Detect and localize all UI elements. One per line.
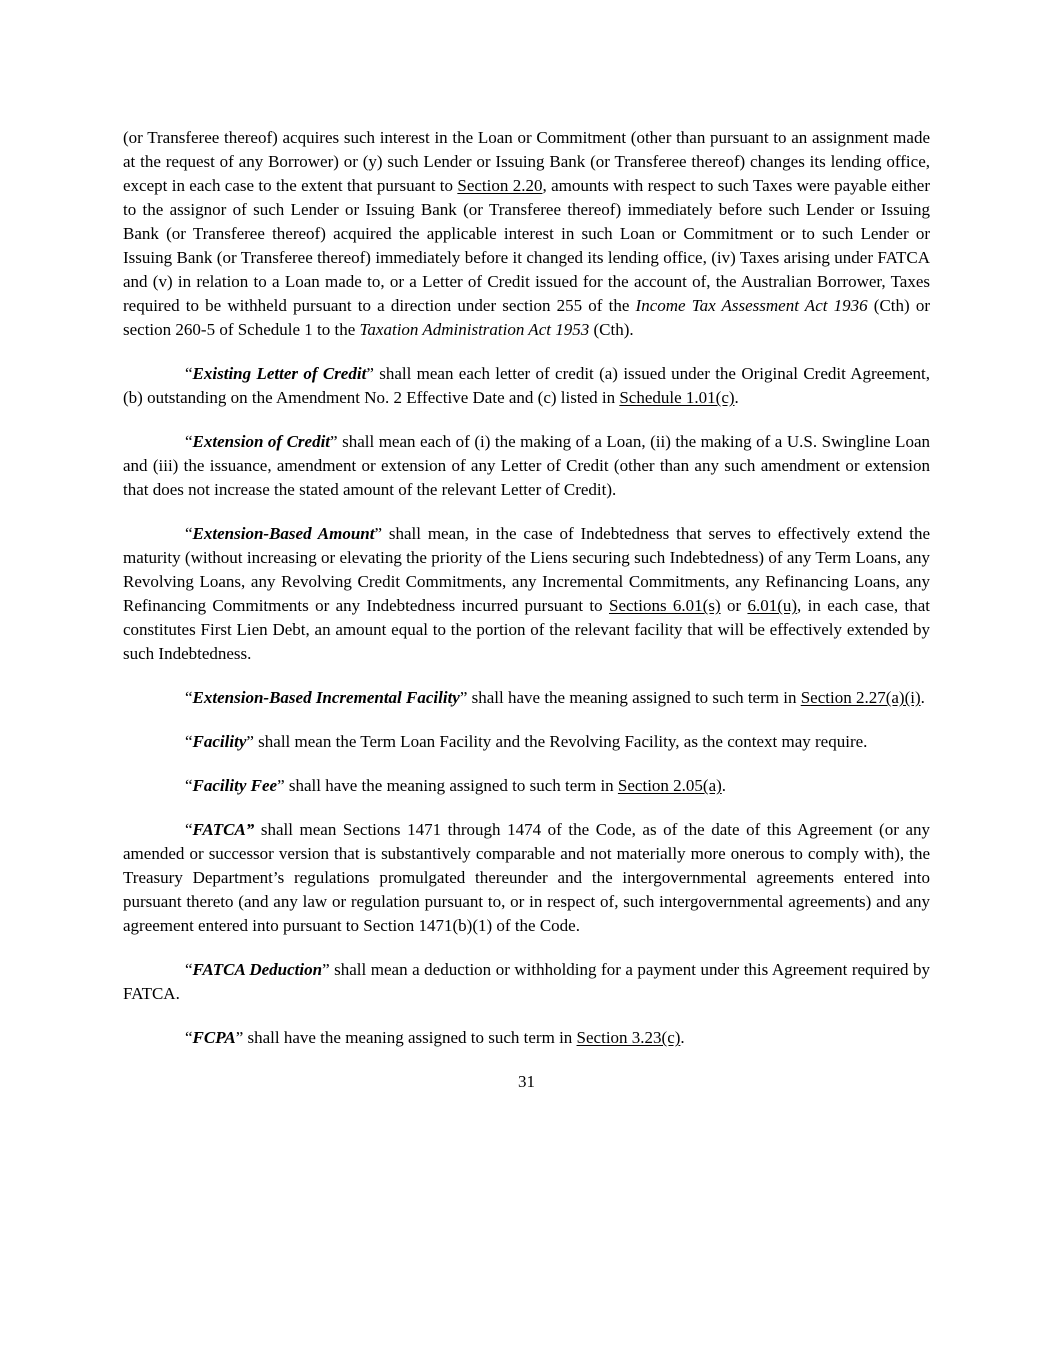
paragraph [123, 730, 930, 754]
defined-term: FATCA Deduction [192, 960, 323, 979]
text-run: , amounts with respect to such Taxes were payable either to the assignor of such Lender or Issuing Bank (or Transferee thereof) immediately before such Lender or Issuing Bank (or Transferee thereof) acquired the applicable interest in such Loan or Commitment or to such Lender or Issuing Bank (or Transferee thereof) immediately before it changed its lending office, (iv) Taxes arising under FATCA and (v) in relation to a Loan made to, or a Letter of Credit issued for the account of, the Australian Borrower, Taxes required to be withheld pursuant to a direction under section 255 of the [123, 176, 930, 315]
text-run: . [680, 1028, 685, 1047]
section-reference: 6.01(u) [747, 596, 798, 615]
text-run: ” shall have the meaning assigned to such term in [277, 776, 618, 795]
defined-term: Facility [192, 732, 247, 751]
text-run: ” shall mean a deduction or withholding for a payment under this Agreement required by FATCA. [123, 960, 930, 1003]
text-run: ” shall mean each of (i) the making of a Loan, (ii) the making of a U.S. Swingline Loan and (iii) the issuance, amendment or extension of any Letter of Credit (other than any such amendment or extension that does not increase the stated amount of the relevant Letter of Credit). [123, 432, 930, 499]
paragraph [123, 958, 930, 1006]
text-run: “ [185, 960, 193, 979]
paragraph [123, 686, 930, 710]
defined-term: Facility Fee [192, 776, 278, 795]
paragraph [123, 430, 930, 502]
text-run: Income Tax Assessment Act 1936 [635, 296, 868, 315]
text-run: shall mean Sections 1471 through 1474 of the Code, as of the date of this Agreement (or any amended or successor version that is substantively comparable and not materially more onerous to comply with), the Treasury Department’s regulations promulgated thereunder and the intergovernmental agreements entered into pursuant thereto (and any law or regulation pursuant to, or in respect of, such intergovernmental agreements) and any agreement entered into pursuant to Section 1471(b)(1) of the Code. [123, 820, 930, 935]
text-run: “ [185, 364, 193, 383]
defined-term: Extension of Credit [192, 432, 331, 451]
paragraph [123, 774, 930, 798]
text-run: Taxation Administration Act 1953 [359, 320, 590, 339]
paragraph [123, 362, 930, 410]
text-run: “ [185, 732, 193, 751]
text-run: ” shall have the meaning assigned to such term in [459, 688, 801, 707]
text-run: “ [185, 1028, 193, 1047]
section-reference: Section 2.20 [457, 176, 543, 195]
text-run: (Cth). [589, 320, 634, 339]
defined-term: Existing Letter of Credit [192, 364, 367, 383]
text-run: (Cth) or section 260-5 of Schedule 1 to the [123, 296, 930, 339]
text-run: “ [185, 524, 193, 543]
text-run: “ [185, 776, 193, 795]
section-reference: Section 2.27(a)(i) [800, 688, 921, 707]
defined-term: Extension-Based Amount [192, 524, 375, 543]
text-run: (or Transferee thereof) acquires such interest in the Loan or Commitment (other than pursuant to an assignment made at the request of any Borrower) or (y) such Lender or Issuing Bank (or Transferee thereof) changes its lending office, except in each case to the extent that pursuant to [123, 128, 930, 195]
section-reference: Schedule 1.01(c) [619, 388, 735, 407]
text-run: or [720, 596, 748, 615]
text-run: . [721, 776, 727, 795]
text-run: “ [185, 432, 193, 451]
text-run: . [920, 688, 925, 707]
text-run: ” shall have the meaning assigned to such term in [235, 1028, 577, 1047]
text-run: ” shall mean each letter of credit (a) issued under the Original Credit Agreement, (b) outstanding on the Amendment No. 2 Effective Date and (c) listed in [123, 364, 930, 407]
text-run: “ [185, 688, 193, 707]
paragraph [123, 522, 930, 666]
text-run: “ [185, 820, 193, 839]
text-run: . [734, 388, 739, 407]
text-run: , in each case, that constitutes First Lien Debt, an amount equal to the portion of the relevant facility that will be effectively extended by such Indebtedness. [123, 596, 930, 663]
text-run: ” shall mean, in the case of Indebtedness that serves to effectively extend the maturity (without increasing or elevating the priority of the Liens securing such Indebtedness) of any Term Loans, any Revolving Loans, any Revolving Credit Commitments, any Incremental Commitments, any Refinancing Loans, any Refinancing Commitments or any Indebtedness incurred pursuant to [123, 524, 930, 615]
section-reference: Section 2.05(a) [617, 776, 722, 795]
paragraph [123, 818, 930, 938]
document-body [123, 126, 930, 1094]
section-reference: Section 3.23(c) [576, 1028, 681, 1047]
page-number: 31 [518, 1072, 535, 1091]
section-reference: Sections 6.01(s) [608, 596, 721, 615]
paragraph [123, 126, 930, 342]
defined-term: Extension-Based Incremental Facility [192, 688, 460, 707]
defined-term: FATCA” [192, 820, 255, 839]
paragraph [123, 1026, 930, 1050]
text-run: ” shall mean the Term Loan Facility and the Revolving Facility, as the context may require. [246, 732, 868, 751]
defined-term: FCPA [192, 1028, 236, 1047]
